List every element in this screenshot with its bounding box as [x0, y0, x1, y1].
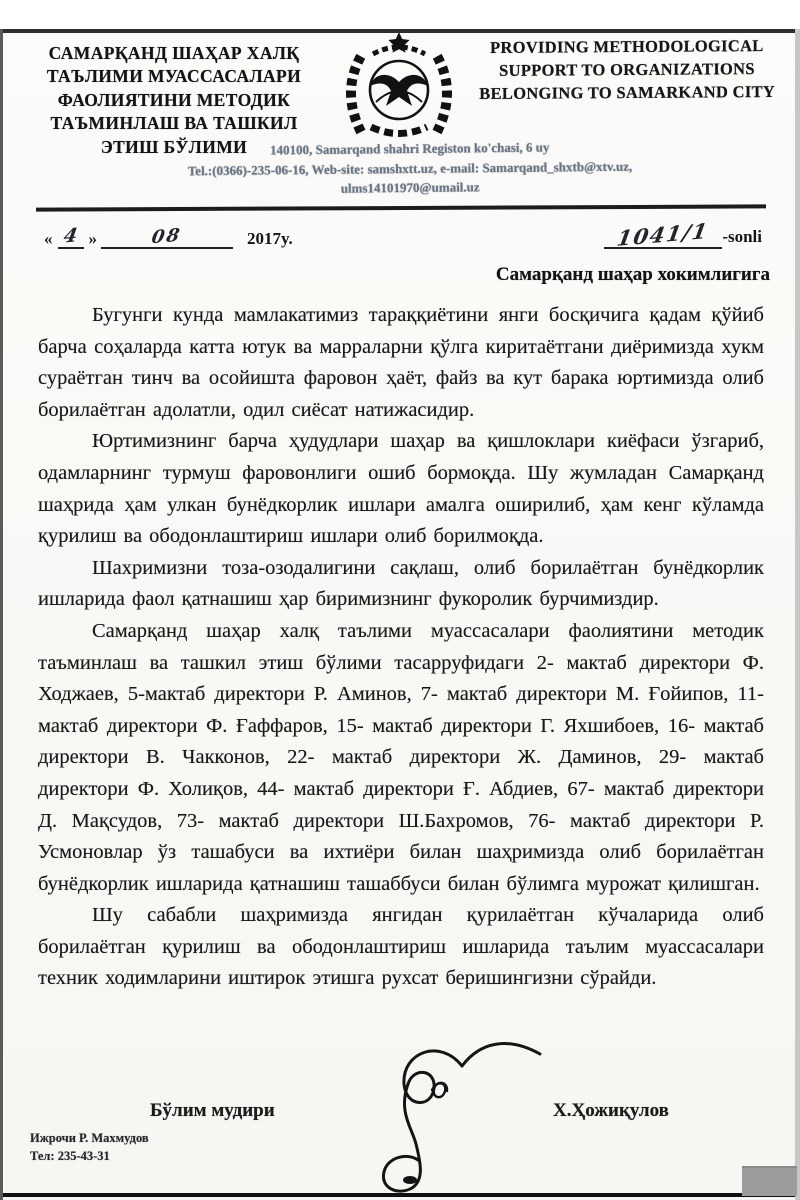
- signer-name: Х.Ҳожиқулов: [553, 1100, 669, 1121]
- paragraph: Самарқанд шаҳар халқ таълими муассасалари фаолиятини методик таъминлаш ва ташкил этиш бўлими тасарруфидаги 2- мактаб директори Ф. Ходжаев, 5-мактаб директори Р. Аминов, 7- мактаб директори М. Ғойипов, 11- мактаб директори Ф. Ғаффаров, 15- мактаб директори Г. Яхшибоев, 16- мактаб директори В. Чакконов, 22- мактаб директори Ж. Даминов, 29- мактаб директори Ф. Холиқов, 44- мактаб директори Ғ. Абдиев, 67- мактаб директори Д. Мақсудов, 73- мактаб директори Ш.Бахромов, 76- мактаб директори Р. Усмоновлар ўз ташабуси ва ихтиёри билан шаҳримизда олиб борилаётган бунёдкорлик ишларида қатнашиш ташаббуси билан бўлимга мурожат қилишган.: [38, 619, 764, 895]
- date-field: [44, 225, 293, 249]
- scan-edge-left: [0, 29, 3, 1200]
- scan-edge-right: [795, 29, 800, 1200]
- paragraph: Бугунги кунда мамлакатимиз тараққиётини янги босқичига қадам қўйиб барча соҳаларда катта ютук ва марраларни қўлга киритаётгани диёримизда хукм сураётган тинч ва осойишта фаровон ҳаёт, файз ва кут барака юртимизда олиб борилаётган адолатли, одил сиёсат натижасидир.: [38, 304, 764, 421]
- date-year: 2017y.: [247, 229, 293, 248]
- handwritten-reference-number: 1041/1: [615, 218, 711, 251]
- executor-note: [30, 1129, 149, 1165]
- letter-body: [38, 300, 764, 995]
- address-line-1: 140100, Samarqand shahri Registon ko'chasi, 6 uy: [270, 139, 550, 158]
- recipient-line: Самарқанд шаҳар хокимлигига: [495, 264, 770, 285]
- letterhead-divider: [36, 204, 766, 211]
- signer-title: Бўлим мудири: [150, 1100, 275, 1121]
- handwritten-signature-icon: [340, 1032, 555, 1199]
- reference-number-field: [604, 218, 762, 251]
- org-name-english: PROVIDING METHODOLOGICAL SUPPORT TO ORGANIZATIONS BELONGING TO SAMARKAND CITY: [479, 36, 776, 103]
- scan-border-bottom: [0, 1193, 800, 1197]
- executor-name: Ижрочи Р. Махмудов: [30, 1131, 149, 1145]
- handwritten-month: 08: [150, 224, 184, 249]
- letterhead-address: [60, 135, 761, 201]
- date-open-quote: «: [44, 229, 53, 248]
- date-reference-row: [44, 218, 762, 251]
- uzbekistan-state-emblem-icon: [320, 28, 478, 152]
- scan-top-margin: [0, 0, 800, 29]
- paragraph: Шу сабабли шаҳримизда янгидан қурилаётган кўчаларида олиб борилаётган қурилиш ва ободонлаштириш ишларида таълим муассасалари техник ходимларини иштирок этишга рухсат беришингизни сўрайди.: [38, 904, 764, 990]
- scan-border-top: [0, 29, 800, 33]
- address-line-3: ulms14101970@umail.uz: [340, 179, 480, 196]
- address-line-2: Tel.:(0366)-235-06-16, Web-site: samshxtt.uz, e-mail: Samarqand_shxtb@xtv.uz,: [187, 158, 633, 178]
- paragraph: Юртимизнинг барча ҳудудлари шаҳар ва қишлоклари киёфаси ўзгариб, одамларнинг турмуш фаровонлиги ошиб бормоқда. Шу жумладан Самарқанд шаҳрида ҳам улкан бунёдкорлик ишлари амалга оширилиб, ҳам кенг кўламда қурилиш ва ободонлаштириш ишлари олиб борилмоқда.: [38, 430, 764, 548]
- reference-suffix: -sonli: [722, 227, 762, 246]
- org-name-uzbek: САМАРҚАНД ШАҲАР ХАЛҚ ТАЪЛИМИ МУАССАСАЛАРИ ФАОЛИЯТИНИ МЕТОДИК ТАЪМИНЛАШ ВА ТАШКИЛ ЭТИШ БЎЛИМИ: [46, 43, 302, 157]
- handwritten-day: 4: [61, 224, 80, 248]
- executor-phone: Тел: 235-43-31: [30, 1149, 110, 1164]
- date-close-quote: »: [88, 229, 97, 248]
- paragraph: Шахримизни тоза-озодалигини сақлаш, олиб борилаётган бунёдкорлик ишларида фаол қатнашиш ҳар биримизнинг фукоролик бурчимиздир.: [38, 556, 764, 611]
- scan-artifact-gray-box: [742, 1166, 797, 1196]
